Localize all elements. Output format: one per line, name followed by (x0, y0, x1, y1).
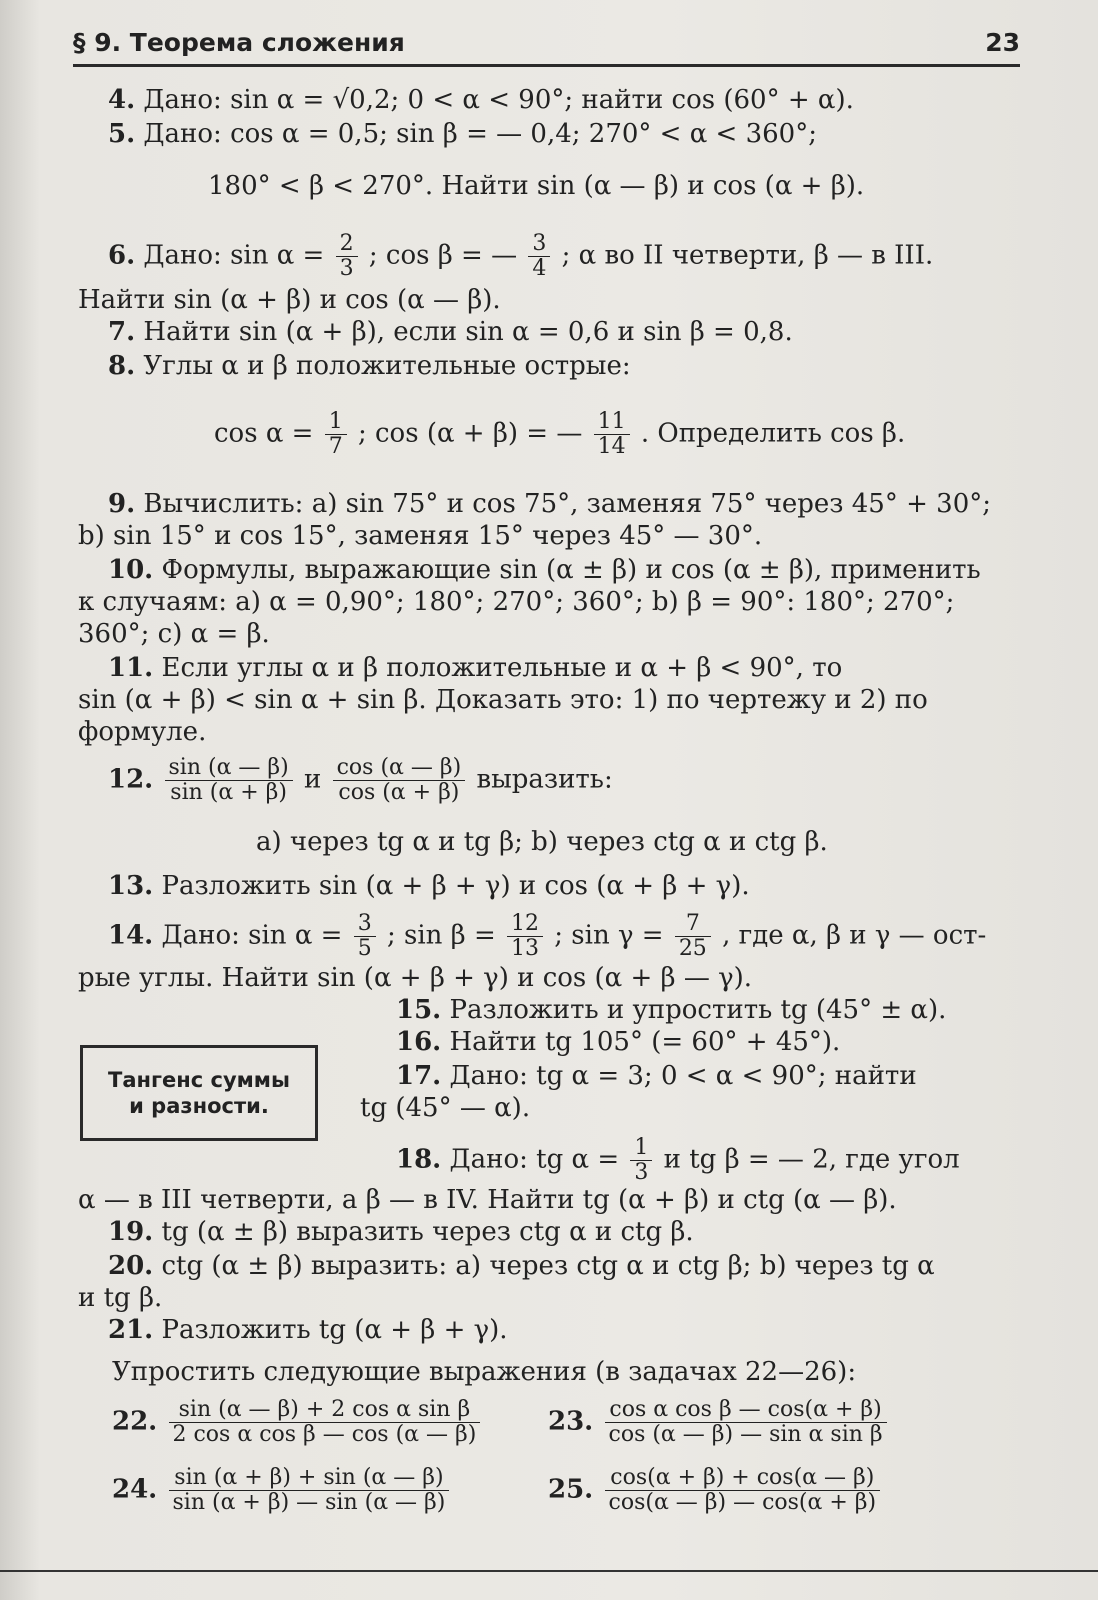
problem-16: 16. Найти tg 105° (= 60° + 45°). (396, 1027, 841, 1057)
problem-6: 6. Дано: sin α = $\frac{2}{3}$ ; cos β = — $\frac{3}{4}$ ; α во II четверти, β — в III. (108, 231, 934, 281)
fraction: $\frac{\cos (\alpha — \beta)}{\cos (\alpha + \beta)}$ (333, 756, 466, 805)
section-title: § 9. Теорема сложения (73, 28, 405, 57)
fraction: $\frac{\cos(\alpha + \beta) + \cos(\alpha — \beta)}{\cos(\alpha — \beta) — \cos(\alpha + \beta)}$ (605, 1466, 881, 1515)
problem-14: 14. Дано: sin α = $\frac{3}{5}$ ; sin β = $\frac{12}{13}$ ; sin γ = $\frac{7}{25}$ , где α, β и γ — ост- (108, 911, 987, 961)
problem-20-line-2: и tg β. (78, 1283, 163, 1313)
problem-9-line-2: b) sin 15° и cos 15°, заменяя 15° через 45° — 30°. (78, 521, 763, 551)
problem-24: 24. $\frac{\sin (\alpha + \beta) + \sin (\alpha — \beta)}{\sin (\alpha + \beta) — \sin (\alpha — \beta)}$ (112, 1466, 452, 1515)
simplify-intro: Упростить следующие выражения (в задачах 22—26): (112, 1357, 857, 1387)
fraction: $\frac{11}{14}$ (594, 410, 630, 459)
problem-9: 9. Вычислить: а) sin 75° и cos 75°, заменяя 75° через 45° + 30°; (108, 489, 991, 519)
problem-4: 4. Дано: sin α = √0,2; 0 < α < 90°; найти cos (60° + α). (108, 85, 854, 115)
problem-12-line-2: а) через tg α и tg β; b) через ctg α и ctg β. (256, 827, 828, 857)
page-header (73, 20, 1020, 67)
problem-19: 19. tg (α ± β) выразить через ctg α и ctg β. (108, 1217, 694, 1247)
page-number: 23 (985, 28, 1020, 57)
problem-14-line-2: рые углы. Найти sin (α + β + γ) и cos (α + β — γ). (78, 963, 753, 993)
problem-8-line-2: cos α = $\frac{1}{7}$ ; cos (α + β) = — $\frac{11}{14}$ . Определить cos β. (214, 409, 906, 459)
fraction: $\frac{\text{sin (α — β) + 2 cos α sin β}}{\text{2 cos α cos β — cos (α — β)}}$ (169, 1398, 481, 1447)
problem-15: 15. Разложить и упростить tg (45° ± α). (396, 995, 947, 1025)
problem-18-line-2: α — в III четверти, а β — в IV. Найти tg (α + β) и ctg (α — β). (78, 1185, 897, 1215)
problem-6-line-2: Найти sin (α + β) и cos (α — β). (78, 285, 501, 315)
fraction: $\frac{\sin (\alpha — \beta)}{\sin (\alpha + \beta)}$ (165, 756, 293, 805)
fraction: $\frac{12}{13}$ (507, 912, 543, 961)
problem-10-line-2: к случаям: а) α = 0,90°; 180°; 270°; 360°; b) β = 90°: 180°; 270°; (78, 587, 955, 617)
problem-11-line-2: sin (α + β) < sin α + sin β. Доказать это: 1) по чертежу и 2) по (78, 685, 928, 715)
problem-25: 25. $\frac{\cos(\alpha + \beta) + \cos(\alpha — \beta)}{\cos(\alpha — \beta) — \cos(\alpha + \beta)}$ (548, 1466, 883, 1515)
problem-17-line-2: tg (45° — α). (360, 1093, 531, 1123)
problem-5-line-2: 180° < β < 270°. Найти sin (α — β) и cos (α + β). (208, 171, 865, 201)
fraction: $\frac{3}{5}$ (354, 912, 376, 961)
problem-13: 13. Разложить sin (α + β + γ) и cos (α + β + γ). (108, 871, 750, 901)
fraction: $\frac{3}{4}$ (528, 232, 550, 281)
problem-10-line-3: 360°; с) α = β. (78, 619, 270, 649)
page-bottom-edge (0, 1570, 1098, 1572)
fraction: $\frac{\sin (\alpha + \beta) + \sin (\alpha — \beta)}{\sin (\alpha + \beta) — \sin (\alpha — \beta)}$ (169, 1466, 450, 1515)
fraction: $\frac{7}{25}$ (675, 912, 711, 961)
problem-7: 7. Найти sin (α + β), если sin α = 0,6 и sin β = 0,8. (108, 317, 793, 347)
problem-20: 20. ctg (α ± β) выразить: а) через ctg α и ctg β; b) через tg α (108, 1251, 935, 1281)
problem-21: 21. Разложить tg (α + β + γ). (108, 1315, 508, 1345)
sidebox-line-1: Тангенс суммы (108, 1068, 290, 1092)
problem-12: 12. $\frac{\sin (\alpha — \beta)}{\sin (\alpha + \beta)}$ и $\frac{\cos (\alpha — \beta)}{\cos (\alpha + \beta)}$ выразить: (108, 755, 613, 805)
fraction: $\frac{\text{cos α cos β — cos(α + β)}}{\text{cos (α — β) — sin α sin β}}$ (605, 1398, 887, 1447)
section-sidebox (80, 1045, 318, 1141)
problem-5: 5. Дано: cos α = 0,5; sin β = — 0,4; 270° < α < 360°; (108, 119, 817, 149)
problem-22: 22. $\frac{\text{sin (α — β) + 2 cos α sin β}}{\text{2 cos α cos β — cos (α — β)}}$ (112, 1398, 483, 1447)
problem-11: 11. Если углы α и β положительные и α + β < 90°, то (108, 653, 843, 683)
problem-17: 17. Дано: tg α = 3; 0 < α < 90°; найти (396, 1061, 917, 1091)
problem-23: 23. $\frac{\text{cos α cos β — cos(α + β)}}{\text{cos (α — β) — sin α sin β}}$ (548, 1398, 890, 1447)
problem-10: 10. Формулы, выражающие sin (α ± β) и cos (α ± β), применить (108, 555, 981, 585)
sidebox-line-2: и разности. (129, 1094, 269, 1118)
problem-11-line-3: формуле. (78, 717, 207, 747)
problem-18: 18. Дано: tg α = $\frac{1}{3}$ и tg β = — 2, где угол (396, 1135, 960, 1185)
problem-8: 8. Углы α и β положительные острые: (108, 351, 631, 381)
fraction: $\frac{1}{3}$ (630, 1136, 652, 1185)
fraction: $\frac{2}{3}$ (336, 232, 358, 281)
fraction: $\frac{1}{7}$ (325, 410, 347, 459)
